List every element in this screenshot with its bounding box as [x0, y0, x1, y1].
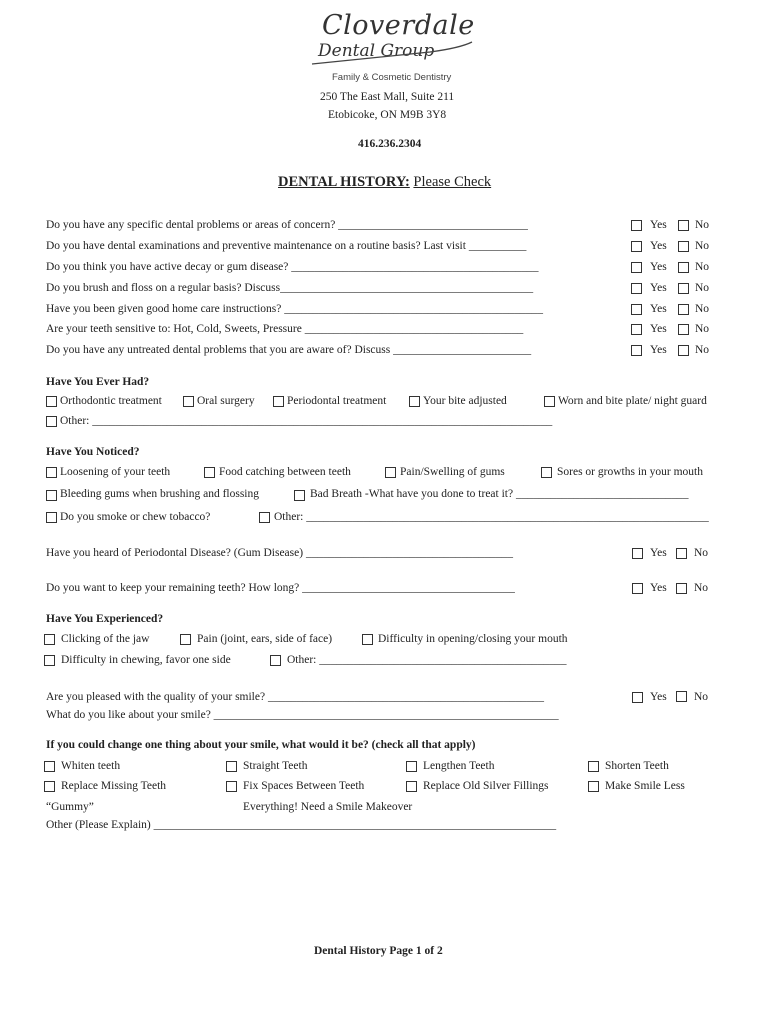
keep-yes-label: Yes: [650, 582, 667, 594]
label-lengthen: Lengthen Teeth: [423, 760, 495, 772]
checkbox-lengthen[interactable]: [406, 761, 417, 772]
yes-label: Yes: [650, 282, 667, 294]
label-straight: Straight Teeth: [243, 760, 308, 772]
no-checkbox[interactable]: [678, 283, 689, 294]
smile-yes-label: Yes: [650, 691, 667, 703]
perio-yes-checkbox[interactable]: [632, 548, 643, 559]
checkbox-bleeding-gums[interactable]: [46, 490, 57, 501]
bad-breath-field[interactable]: Bad Breath -What have you done to treat it? ______________________________: [310, 488, 689, 500]
address-line-1: 250 The East Mall, Suite 211: [320, 91, 455, 103]
keep-no-checkbox[interactable]: [676, 583, 687, 594]
yes-checkbox[interactable]: [631, 345, 642, 356]
address-line-2: Etobicoke, ON M9B 3Y8: [328, 109, 447, 121]
no-checkbox[interactable]: [678, 324, 689, 335]
label-replace-fillings: Replace Old Silver Fillings: [423, 780, 549, 792]
checkbox-noticed-other[interactable]: [259, 512, 270, 523]
checkbox-straight[interactable]: [226, 761, 237, 772]
phone-number: 416.236.2304: [358, 138, 422, 150]
label-sores: Sores or growths in your mouth: [557, 466, 703, 478]
experienced-other-field[interactable]: Other: ___________________________________________: [287, 654, 567, 666]
change-other-field[interactable]: Other (Please Explain) ______________________________________________________________________: [46, 819, 557, 831]
label-makeover: Everything! Need a Smile Makeover: [243, 801, 413, 813]
no-checkbox[interactable]: [678, 262, 689, 273]
perio-question: Have you heard of Periodontal Disease? (Gum Disease) ____________________________________: [46, 547, 513, 559]
checkbox-loosening[interactable]: [46, 467, 57, 478]
no-label: No: [695, 323, 710, 335]
question-text: Do you have dental examinations and preventive maintenance on a routine basis? Last visit __________: [46, 240, 527, 252]
no-label: No: [695, 303, 710, 315]
ever-had-heading: Have You Ever Had?: [46, 376, 150, 388]
label-periodontal: Periodontal treatment: [287, 395, 387, 407]
question-text: Do you brush and floss on a regular basis? Discuss____________________________________________: [46, 282, 534, 294]
question-text: Have you been given good home care instructions? _____________________________________________: [46, 303, 543, 315]
noticed-other-field[interactable]: Other: ______________________________________________________________________: [274, 511, 709, 523]
smile-yes-checkbox[interactable]: [632, 692, 643, 703]
checkbox-night-guard[interactable]: [544, 396, 555, 407]
checkbox-oral-surgery[interactable]: [183, 396, 194, 407]
label-orthodontic: Orthodontic treatment: [60, 395, 162, 407]
question-text: Do you have any untreated dental problems that you are aware of? Discuss ________________________: [46, 344, 532, 356]
checkbox-replace-fillings[interactable]: [406, 781, 417, 792]
experienced-heading: Have You Experienced?: [46, 613, 164, 625]
ever-had-other-field[interactable]: Other: ________________________________________________________________________________: [60, 415, 553, 427]
checkbox-whiten[interactable]: [44, 761, 55, 772]
checkbox-smile-less[interactable]: [588, 781, 599, 792]
keep-no-label: No: [694, 582, 709, 594]
checkbox-difficulty-chewing[interactable]: [44, 655, 55, 666]
change-heading: If you could change one thing about your smile, what would it be? (check all that apply): [46, 739, 476, 751]
yes-checkbox[interactable]: [631, 262, 642, 273]
label-food-catching: Food catching between teeth: [219, 466, 351, 478]
no-label: No: [695, 240, 710, 252]
yes-checkbox[interactable]: [631, 304, 642, 315]
label-shorten: Shorten Teeth: [605, 760, 669, 772]
yes-checkbox[interactable]: [631, 241, 642, 252]
yes-label: Yes: [650, 303, 667, 315]
checkbox-pain-gums[interactable]: [385, 467, 396, 478]
no-label: No: [695, 261, 710, 273]
logo-subname: Dental Group: [318, 41, 435, 61]
no-checkbox[interactable]: [678, 304, 689, 315]
checkbox-shorten[interactable]: [588, 761, 599, 772]
question-text: Are your teeth sensitive to: Hot, Cold, Sweets, Pressure ______________________________________: [46, 323, 524, 335]
yes-label: Yes: [650, 219, 667, 231]
noticed-heading: Have You Noticed?: [46, 446, 140, 458]
page-title: [278, 174, 491, 191]
no-label: No: [695, 344, 710, 356]
label-pain-gums: Pain/Swelling of gums: [400, 466, 505, 478]
smile-like-question: What do you like about your smile? ____________________________________________________________: [46, 709, 559, 721]
label-difficulty-opening: Difficulty in opening/closing your mouth: [378, 633, 568, 645]
logo-swoosh: [310, 38, 475, 68]
yes-label: Yes: [650, 261, 667, 273]
checkbox-clicking-jaw[interactable]: [44, 634, 55, 645]
label-replace-missing: Replace Missing Teeth: [61, 780, 167, 792]
checkbox-food-catching[interactable]: [204, 467, 215, 478]
yes-checkbox[interactable]: [631, 220, 642, 231]
title-sub: Please Check: [413, 174, 492, 190]
perio-yes-label: Yes: [650, 547, 667, 559]
label-pain-joint: Pain (joint, ears, side of face): [197, 633, 333, 645]
checkbox-pain-joint[interactable]: [180, 634, 191, 645]
label-smile-less: Make Smile Less: [605, 780, 685, 792]
title-main: DENTAL HISTORY:: [278, 174, 410, 190]
label-difficulty-chewing: Difficulty in chewing, favor one side: [61, 654, 231, 666]
label-gummy: “Gummy”: [46, 801, 94, 813]
label-whiten: Whiten teeth: [61, 760, 121, 772]
question-text: Do you have any specific dental problems or areas of concern? _________________________________: [46, 219, 528, 231]
checkbox-orthodontic[interactable]: [46, 396, 57, 407]
no-checkbox[interactable]: [678, 345, 689, 356]
checkbox-smoke[interactable]: [46, 512, 57, 523]
smile-quality-question: Are you pleased with the quality of your smile? ________________________________________________: [46, 691, 544, 703]
page-footer: Dental History Page 1 of 2: [314, 945, 443, 957]
checkbox-replace-missing[interactable]: [44, 781, 55, 792]
yes-checkbox[interactable]: [631, 283, 642, 294]
checkbox-sores[interactable]: [541, 467, 552, 478]
label-bleeding-gums: Bleeding gums when brushing and flossing: [60, 488, 259, 500]
label-smoke: Do you smoke or chew tobacco?: [60, 511, 211, 523]
yes-checkbox[interactable]: [631, 324, 642, 335]
label-bite-adjusted: Your bite adjusted: [423, 395, 507, 407]
label-night-guard: Worn and bite plate/ night guard: [558, 395, 707, 407]
checkbox-difficulty-opening[interactable]: [362, 634, 373, 645]
yes-label: Yes: [650, 240, 667, 252]
question-text: Do you think you have active decay or gum disease? ___________________________________________: [46, 261, 539, 273]
no-label: No: [695, 219, 710, 231]
checkbox-bad-breath[interactable]: [294, 490, 305, 501]
keep-yes-checkbox[interactable]: [632, 583, 643, 594]
label-oral-surgery: Oral surgery: [197, 395, 255, 407]
checkbox-periodontal[interactable]: [273, 396, 284, 407]
no-checkbox[interactable]: [678, 241, 689, 252]
yes-label: Yes: [650, 323, 667, 335]
label-fix-spaces: Fix Spaces Between Teeth: [243, 780, 365, 792]
perio-no-checkbox[interactable]: [676, 548, 687, 559]
yes-label: Yes: [650, 344, 667, 356]
checkbox-ever-had-other[interactable]: [46, 416, 57, 427]
perio-no-label: No: [694, 547, 709, 559]
label-loosening: Loosening of your teeth: [60, 466, 171, 478]
smile-no-checkbox[interactable]: [676, 691, 687, 702]
label-clicking-jaw: Clicking of the jaw: [61, 633, 150, 645]
smile-no-label: No: [694, 691, 709, 703]
checkbox-experienced-other[interactable]: [270, 655, 281, 666]
no-checkbox[interactable]: [678, 220, 689, 231]
no-label: No: [695, 282, 710, 294]
logo-name: Cloverdale: [322, 10, 475, 41]
logo-tagline: Family & Cosmetic Dentistry: [332, 72, 452, 83]
keep-teeth-question: Do you want to keep your remaining teeth? How long? _____________________________________: [46, 582, 515, 594]
checkbox-fix-spaces[interactable]: [226, 781, 237, 792]
checkbox-bite-adjusted[interactable]: [409, 396, 420, 407]
